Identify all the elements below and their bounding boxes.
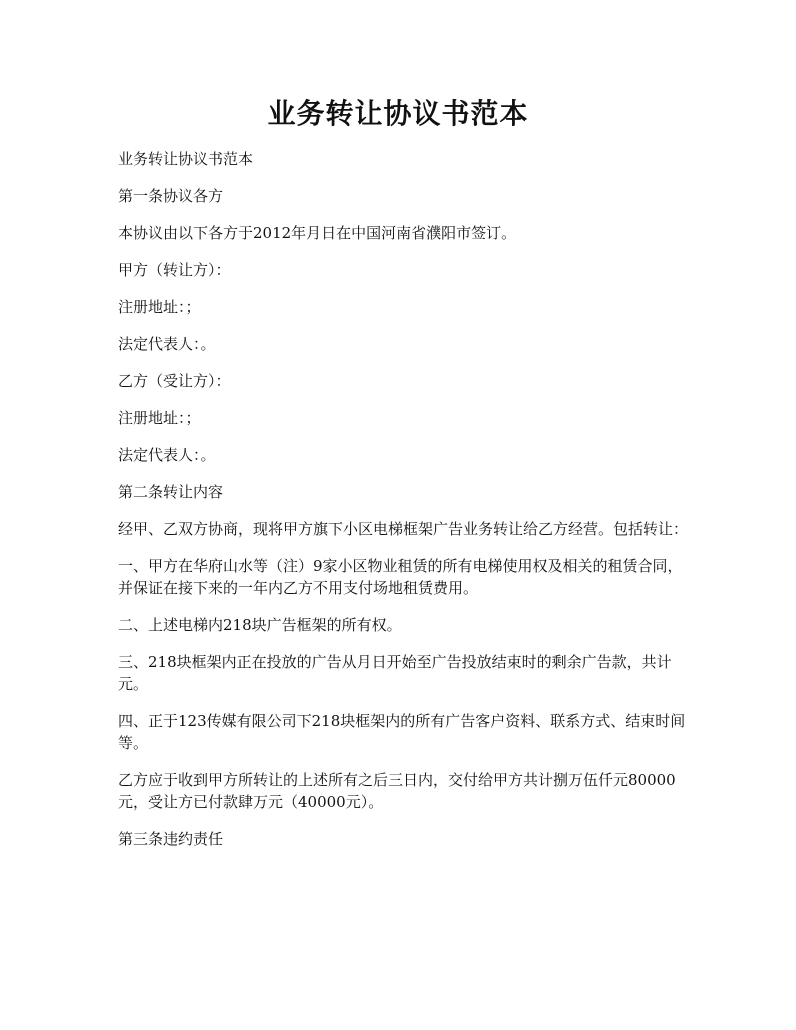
paragraph-signing: 本协议由以下各方于2012年月日在中国河南省濮阳市签订。 <box>118 224 517 242</box>
party-b-address: 注册地址：； <box>118 409 201 427</box>
paragraph-item-4: 四、正于123传媒有限公司下218块框架内的所有广告客户资料、联系方式、结束时间等。 <box>118 712 686 752</box>
paragraph-item-1: 一、甲方在华府山水等（注）9家小区物业租赁的所有电梯使用权及相关的租赁合同，并保证在接下来的一年内乙方不用支付场地租赁费用。 <box>118 557 683 597</box>
paragraph-item-3: 三、218块框架内正在投放的广告从月日开始至广告投放结束时的剩余广告款，共计元。 <box>118 653 672 693</box>
party-a-address: 注册地址：； <box>118 298 201 316</box>
paragraph-transfer-intro: 经甲、乙双方协商，现将甲方旗下小区电梯框架广告业务转让给乙方经营。包括转让： <box>118 520 689 538</box>
party-a-label: 甲方（转让方）： <box>118 261 231 279</box>
paragraph-subtitle: 业务转让协议书范本 <box>118 150 254 168</box>
party-a-representative: 法定代表人：。 <box>118 335 216 353</box>
section-heading-parties: 第一条协议各方 <box>118 187 224 205</box>
section-heading-liability: 第三条违约责任 <box>118 830 224 848</box>
document-title: 业务转让协议书范本 <box>267 97 529 130</box>
paragraph-item-2: 二、上述电梯内218块广告框架的所有权。 <box>118 616 402 634</box>
paragraph-payment: 乙方应于收到甲方所转让的上述所有之后三日内，交付给甲方共计捌万伍仟元80000元，受让方已付款肆万元（40000元）。 <box>118 771 676 811</box>
document-body <box>118 148 688 865</box>
party-b-representative: 法定代表人：。 <box>118 446 216 464</box>
section-heading-transfer: 第二条转让内容 <box>118 483 224 501</box>
party-b-label: 乙方（受让方）： <box>118 372 231 390</box>
